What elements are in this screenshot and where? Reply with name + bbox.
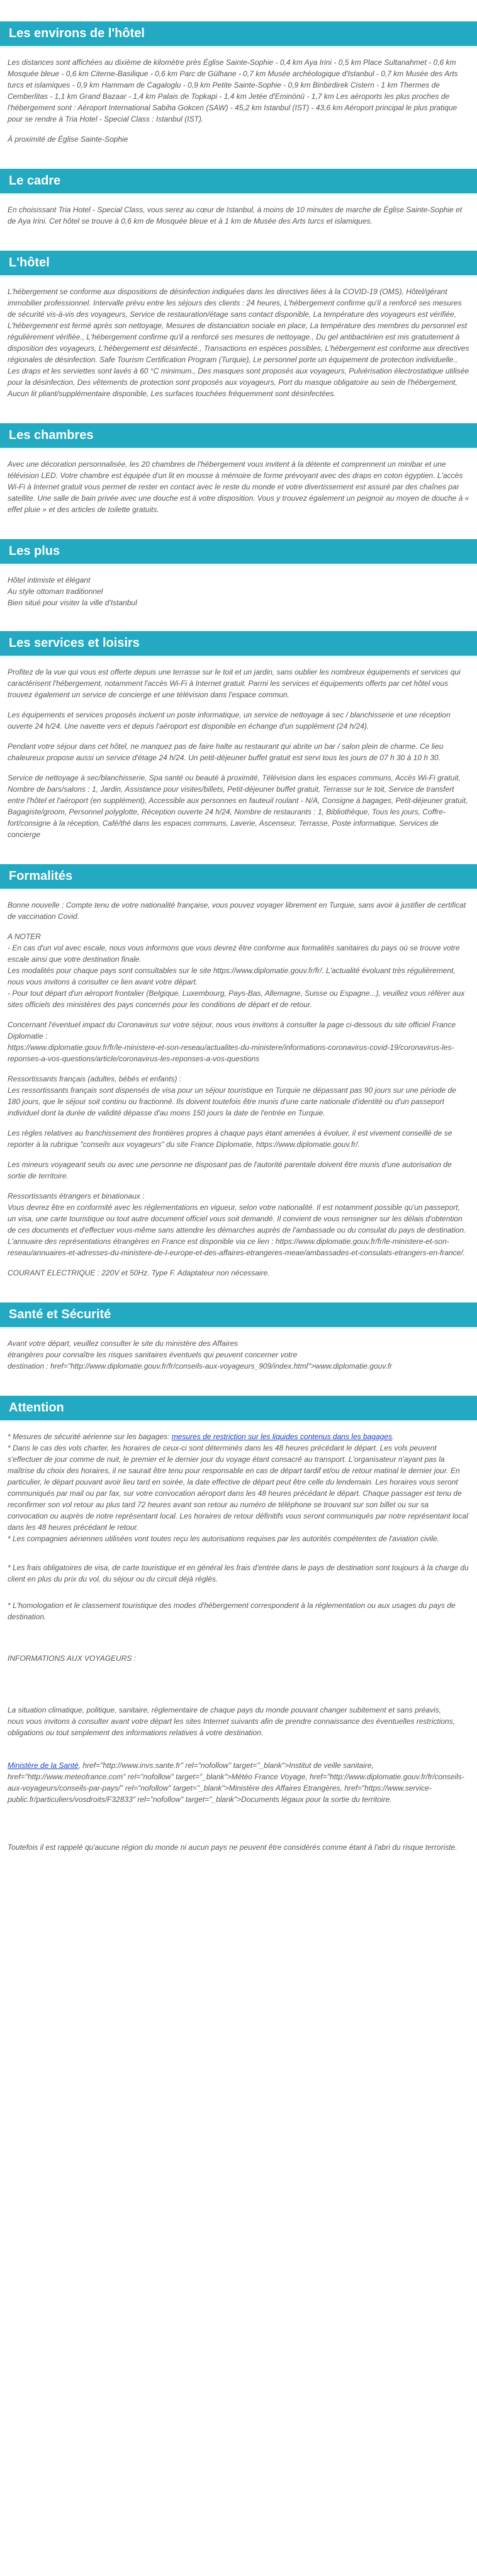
section-title-hotel: L'hôtel bbox=[0, 251, 477, 277]
attention-info-heading: INFORMATIONS AUX VOYAGEURS : bbox=[8, 1654, 137, 1663]
formalites-courant: COURANT ELECTRIQUE : 220V et 50Hz. Type F. Adaptateur non nécessaire. bbox=[8, 1268, 270, 1277]
services-text-1: Profitez de la vue qui vous est offerte depuis une terrasse sur le toit et un jardin, sans oublier les nombreux équipements et services qui caractérisent l'hébergement, notamment l'accès Wi-Fi à Internet gratuit. Parmi les services et équipements offerts par cet hôtel vous trouvez également un service de concierge et une télévision dans l'espace commun. bbox=[8, 668, 461, 699]
formalites-coronavirus: Concernant l'éventuel impact du Coronavirus sur votre séjour, nous vous invitons à consulter la page ci-dessous du site officiel France Diplomatie : https://www.diplomatie.gouv.fr/fr/le-ministere-et-son-reseau/actualites-du-ministere/informations-coronavirus-covid-19/coronavirus-les-reponses-a-vos-questions/article/coronavirus-les-reponses-a-vos-questions bbox=[8, 1020, 456, 1063]
section-title-formalites: Formalités bbox=[0, 864, 477, 891]
ministere-sante-link[interactable]: Ministère de la Santé bbox=[8, 1761, 79, 1770]
attention-text-1-after: . * Dans le cas des vols charter, les horaires de ceux-ci sont déterminés dans les 48 heures précédant le départ. Les vols peuvent s'effectuer de jour comme de nuit, le premier et le dernier jour du voyage étant consacré au transport. L'organisateur n'ayant pas la maîtrise du choix des horaires, il ne saurait être tenu pour responsable en cas de départ tardif et/ou de retour matinal le dernier jour. En particulier, le départ pouvant avoir lieu tard en soirée, la date effective de départ peut être celle du lendemain. Les horaires vous seront communiqués par mail ou par fax, sur votre convocation aéroport dans les 48 heures précédant le départ. Chaque passager est tenu de reconfirmer son vol retour au plus tard 72 heures avant son retour au numéro de téléphone se trouvant sur son billet ou sur sa convocation ou auprès de notre représentant local. Les horaires de retour définitifs vous seront communiqués par notre représentant local dans les 48 heures précédant le retour. * Les compagnies aériennes utilisées vont toutes reçu les autorisations requises par les autorités compétentes de l'aviation civile. bbox=[8, 1432, 468, 1543]
list-item: Hôtel intimiste et élégant bbox=[8, 576, 91, 584]
section-title-environs: Les environs de l'hôtel bbox=[0, 21, 477, 48]
section-title-services: Les services et loisirs bbox=[0, 631, 477, 658]
environs-distances: Les distances sont affichées au dixième de kilomètre près Église Sainte-Sophie - 0,4 km Aya Irini - 0,5 km Place Sultanahmet - 0,6 km Mosquée bleue - 0,6 km Citerne-Basilique - 0,6 km Parc de Gülhane - 0,7 km Musée archéologique d'Istanbul - 0,7 km Musée des Arts turcs et islamiques - 0,9 km Hammam de Cagaloglu - 0,9 km Petite Sainte-Sophie - 0,9 km Binbirdirek Cistern - 1 km Thermes de Cemberlitas - 1,1 km Grand Bazaar - 1,4 km Palais de Topkapi - 1,4 km Jetée d'Eminönü - 1,7 km Les aéroports les plus proches de l'hébergement sont : Aéroport International Sabiha Gokcen (SAW) - 45,2 km Istanbul (IST) - 43,6 km Aéroport principal le plus pratique pour se rendre à Tria Hotel - Special Class : Istanbul (IST). bbox=[8, 58, 458, 123]
formalites-note: A NOTER - En cas d'un vol avec escale, nous vous informons que vous devrez être conforme aux formalités sanitaires du pays où se trouve votre escale ainsi que votre destination finale. Les modalités pour chaque pays sont consultables sur le site https://www.diplomatie.gouv.fr/fr/. L'actualité évoluant très régulièrement, nous vous invitons à consulter ce lien avant votre départ. - Pour tout départ d'un aéroport frontalier (Belgique, Luxembourg, Pays-Bas, Allemagne, Suisse ou Espagne...), veuillez vous référer aux sites officiels des ministères des pays concernés pour les conditions de départ et de retour. bbox=[8, 932, 465, 1009]
liquids-restriction-link[interactable]: mesures de restriction sur les liquides contenus dans les bagages bbox=[171, 1432, 393, 1441]
formalites-text-1: Bonne nouvelle : Compte tenu de votre nationalité française, vous pouvez voyager librement en Turquie, sans avoir à justifier de certificat de vaccination Covid. bbox=[8, 901, 466, 921]
environs-proximity: À proximité de Église Sainte-Sophie bbox=[8, 135, 128, 144]
plus-list bbox=[0, 574, 477, 608]
attention-text-7: Toutefois il est rappelé qu'aucune région du monde ni aucun pays ne peuvent être considérés comme étant à l'abri du risque terroriste. bbox=[8, 1843, 457, 1852]
section-title-attention: Attention bbox=[0, 1396, 477, 1422]
services-list: Service de nettoyage à sec/blanchisserie, Spa santé ou beauté à proximité, Télévision dans les espaces communs, Accès Wi-Fi gratuit, Nombre de bars/salons : 1, Jardin, Assistance pour visites/billets, Petit-déjeuner buffet gratuit, Terrasse sur le toit, Service de transfert entre l'hôtel et l'aéroport (en supplément), Accessible aux personnes en fauteuil roulant - N/A, Consigne à bagages, Petit-déjeuner gratuit, Bagagiste/groom, Personnel polyglotte, Réception ouverte 24 h/24, Nombre de restaurants : 1, Bibliothèque, Tous les jours, Coffre-fort/consigne à la réception, Café/thé dans les espaces communs, Laverie, Ascenseur, Terrasse, Poste informatique, Services de concierge bbox=[8, 773, 468, 839]
attention-text-5: La situation climatique, politique, sanitaire, réglementaire de chaque pays du monde pouvant changer subitement et sans préavis, nous vous invitons à consulter avant votre départ les sites Internet suivants afin de prendre connaissance des éventuelles restrictions, obligations ou tout simplement des informations relatives à votre destination. bbox=[8, 1706, 456, 1737]
attention-text-6-after: , href="http://www.invs.sante.fr" rel="nofollow" target="_blank">Institut de veille sanitaire, href="http://www.meteofrance.com" rel="nofollow" target="_blank">Météo France Voyage, href="http://www.diplomatie.gouv.fr/fr/conseils-aux-voyageurs/conseils-par-pays/" rel="nofollow" target="_blank">Ministère des Affaires Etrangères, href="https://www.service-public.fr/particuliers/vosdroits/F32833" rel="nofollow" target="_blank">Documents légaux pour la sortie du territoire. bbox=[8, 1761, 464, 1804]
section-title-chambres: Les chambres bbox=[0, 423, 477, 450]
list-item: Au style ottoman traditionnel bbox=[8, 587, 103, 596]
services-text-3: Pendant votre séjour dans cet hôtel, ne manquez pas de faire halte au restaurant qui abrite un bar / salon plein de charme. Ce lieu chaleureux propose aussi un service d'étage 24 h/24. Un petit-déjeuner buffet gratuit est servi tous les jours de 07 h 30 à 10 h 30. bbox=[8, 742, 444, 762]
formalites-ressortissants: Ressortissants français (adultes, bébés et enfants) : Les ressortissants français sont dispensés de visa pour un séjour touristique en Turquie ne dépassant pas 90 jours sur une période de 180 jours, que le séjour soit continu ou fractionné. Ils doivent toutefois être munis d'une carte nationale d'identité ou d'un passeport individuel dont la durée de validité dépasse d'au moins 150 jours la date de l'entrée en Turquie. bbox=[8, 1074, 456, 1117]
formalites-etrangers: Ressortissants étrangers et binationaux : Vous devrez être en conformité avec les réglementations en vigueur, selon votre nationalité. Il est notamment possible qu'un passeport, un visa, une carte touristique ou tout autre document officiel vous soit demandé. Il convient de vous renseigner sur les délais d'obtention de ces documents et d'effectuer vous-même sans attendre les démarches auprès de l'ambassade ou du consulat du pays de destination. L'annuaire des représentations étrangères en France est disponible via ce lien : https://www.diplomatie.gouv.fr/fr/le-ministere-et-son-reseau/annuaires-et-adresses-du-ministere-de-l-europe-et-des-affaires-etrangeres-meae/ambassades-et-consulats-etrangers-en-france/. bbox=[8, 1192, 466, 1257]
formalites-mineurs: Les mineurs voyageant seuls ou avec une personne ne disposant pas de l'autorité parentale doivent être munis d'une autorisation de sortie de territoire. bbox=[8, 1160, 452, 1180]
cadre-text: En choisissant Tria Hotel - Special Class, vous serez au cœur de Istanbul, à moins de 10 minutes de marche de Église Sainte-Sophie et de Aya Irini. Cet hôtel se trouve à 0,6 km de Mosquée bleue et à 1 km de Musée des Arts turcs et islamiques. bbox=[8, 205, 463, 225]
chambres-text: Avec une décoration personnalisée, les 20 chambres de l'hébergement vous invitent à la détente et comprennent un minibar et une télévision LED. Votre chambre est équipée d'un lit en mousse à mémoire de forme prévoyant avec des draps en coton égyptien. L'accès Wi-Fi à Internet gratuit vous permet de rester en contact avec le reste du monde et votre divertissement est assuré par des chaînes par satellite. Une salle de bain privée avec une douche est à votre disposition. Vous y trouvez également un peignoir au moyen de douche à « effet pluie » et des articles de toilette gratuits. bbox=[8, 460, 469, 514]
section-title-sante: Santé et Sécurité bbox=[0, 1302, 477, 1329]
hotel-text: L'hébergement se conforme aux dispositions de désinfection indiquées dans les directives liées à la COVID-19 (OMS), Hôtel/gérant immobilier professionnel. Intervalle prévu entre les séjours des clients : 24 heures, L'hébergement confirme qu'il a renforcé ses mesures de sécurité vis-à-vis des voyageurs, Service de restauration/étage sans contact disponible, La température des voyageurs est vérifiée, L'hébergement est fermé après son nettoyage, Mesures de distanciation sociale en place, La température des membres du personnel est régulièrement vérifiée., L'hébergement confirme qu'il a renforcé ses mesures de nettoyage., Du gel antibactérien est mis gratuitement à disposition des voyageurs, L'hébergement est désinfecté., Transactions en espèces possibles, L'hébergement est conforme aux directives régionales de désinfection. Safe Tourism Certification Program (Turquie), Le personnel porte un équipement de protection individuelle., Les draps et les serviettes sont lavés à 60 °C minimum., Des masques sont proposés aux voyageurs, Pulvérisation électrostatique utilisée pour la désinfection, Des vêtements de protection sont proposés aux voyageurs, Port du masque obligatoire au sein de l'hébergement, Aucun lit pliant/supplémentaire disponible, Les surfaces touchées fréquemment sont désinfectées. bbox=[8, 287, 469, 398]
attention-text-3: * L'homologation et le classement touristique des modes d'hébergement correspondent à la réglementation ou aux usages du pays de destination. bbox=[8, 1601, 456, 1621]
attention-text-2: * Les frais obligatoires de visa, de carte touristique et en général les frais d'entrée dans le pays de destination sont toujours à la charge du client en plus du prix du vol, du séjour ou du circuit déjà réglés. bbox=[8, 1563, 469, 1583]
services-text-2: Les équipements et services proposés incluent un poste informatique, un service de nettoyage à sec / blanchisserie et une réception ouverte 24 h/24. Une navette vers et depuis l'aéroport est disponible en échange d'un supplément (24 h/24). bbox=[8, 710, 451, 731]
formalites-regles: Les règles relatives au franchissement des frontières propres à chaque pays étant amenées à évoluer, il est vivement conseillé de se reporter à la rubrique "conseils aux voyageurs" du site France Diplomatie, https://www.diplomatie.gouv.fr/. bbox=[8, 1129, 452, 1149]
attention-text-1-before: * Mesures de sécurité aérienne sur les bagages: bbox=[8, 1432, 172, 1441]
list-item: Bien situé pour visiter la ville d'Istanbul bbox=[8, 598, 137, 607]
attention-text-1 bbox=[8, 1431, 469, 1544]
attention-text-6 bbox=[8, 1760, 469, 1805]
section-title-plus: Les plus bbox=[0, 539, 477, 566]
sante-text: Avant votre départ, veuillez consulter le site du ministère des Affaires étrangères pour connaître les risques sanitaires éventuels qui peuvent concerner votre destination : href="http://www.diplomatie.gouv.fr/fr/conseils-aux-voyageurs_909/index.html">www.diplomatie.gouv.fr bbox=[8, 1339, 393, 1371]
section-title-cadre: Le cadre bbox=[0, 169, 477, 195]
